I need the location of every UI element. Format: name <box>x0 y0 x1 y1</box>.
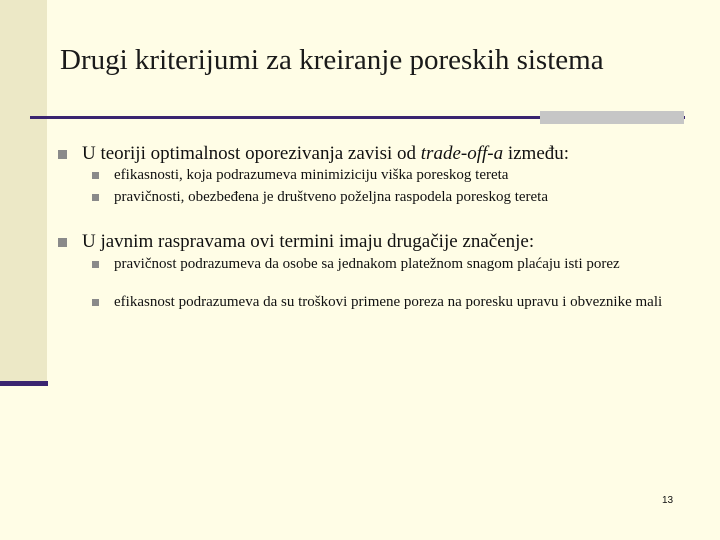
sub-bullet-item <box>92 190 684 205</box>
square-bullet-icon <box>92 261 99 268</box>
sub-bullet-item <box>92 257 684 272</box>
sub-bullet-text: efikasnosti, koja podrazumeva minimiziciju viška poreskog tereta <box>114 167 509 183</box>
bullet-item <box>58 143 569 165</box>
sub-bullet-text: pravičnosti, obezbeđena je društveno poželjna raspodela poreskog tereta <box>114 189 548 205</box>
sub-bullet-item <box>92 168 684 183</box>
slide-title: Drugi kriterijumi za kreiranje poreskih sistema <box>60 44 604 76</box>
square-bullet-icon <box>92 172 99 179</box>
bullet-text: između: <box>503 143 570 164</box>
bullet-item <box>58 231 534 253</box>
square-bullet-icon <box>92 194 99 201</box>
sub-bullet-text: efikasnost podrazumeva da su troškovi primene poreza na poresku upravu i obveznike mali <box>114 294 663 310</box>
sub-bullet-text: pravičnost podrazumeva da osobe sa jednakom platežnom snagom plaćaju isti porez <box>114 256 620 272</box>
left-decor-band <box>0 0 47 384</box>
square-bullet-icon <box>58 150 67 159</box>
page-number: 13 <box>662 495 674 506</box>
left-decor-edge <box>0 381 48 386</box>
bullet-text: U javnim raspravama ovi termini imaju drugačije značenje: <box>82 231 535 252</box>
square-bullet-icon <box>92 299 99 306</box>
bullet-text-italic: trade-off-a <box>420 143 504 164</box>
square-bullet-icon <box>58 238 67 247</box>
title-divider-accent <box>540 111 684 124</box>
bullet-text: U teoriji optimalnost oporezivanja zavisi od <box>82 143 421 164</box>
sub-bullet-item <box>92 295 684 310</box>
